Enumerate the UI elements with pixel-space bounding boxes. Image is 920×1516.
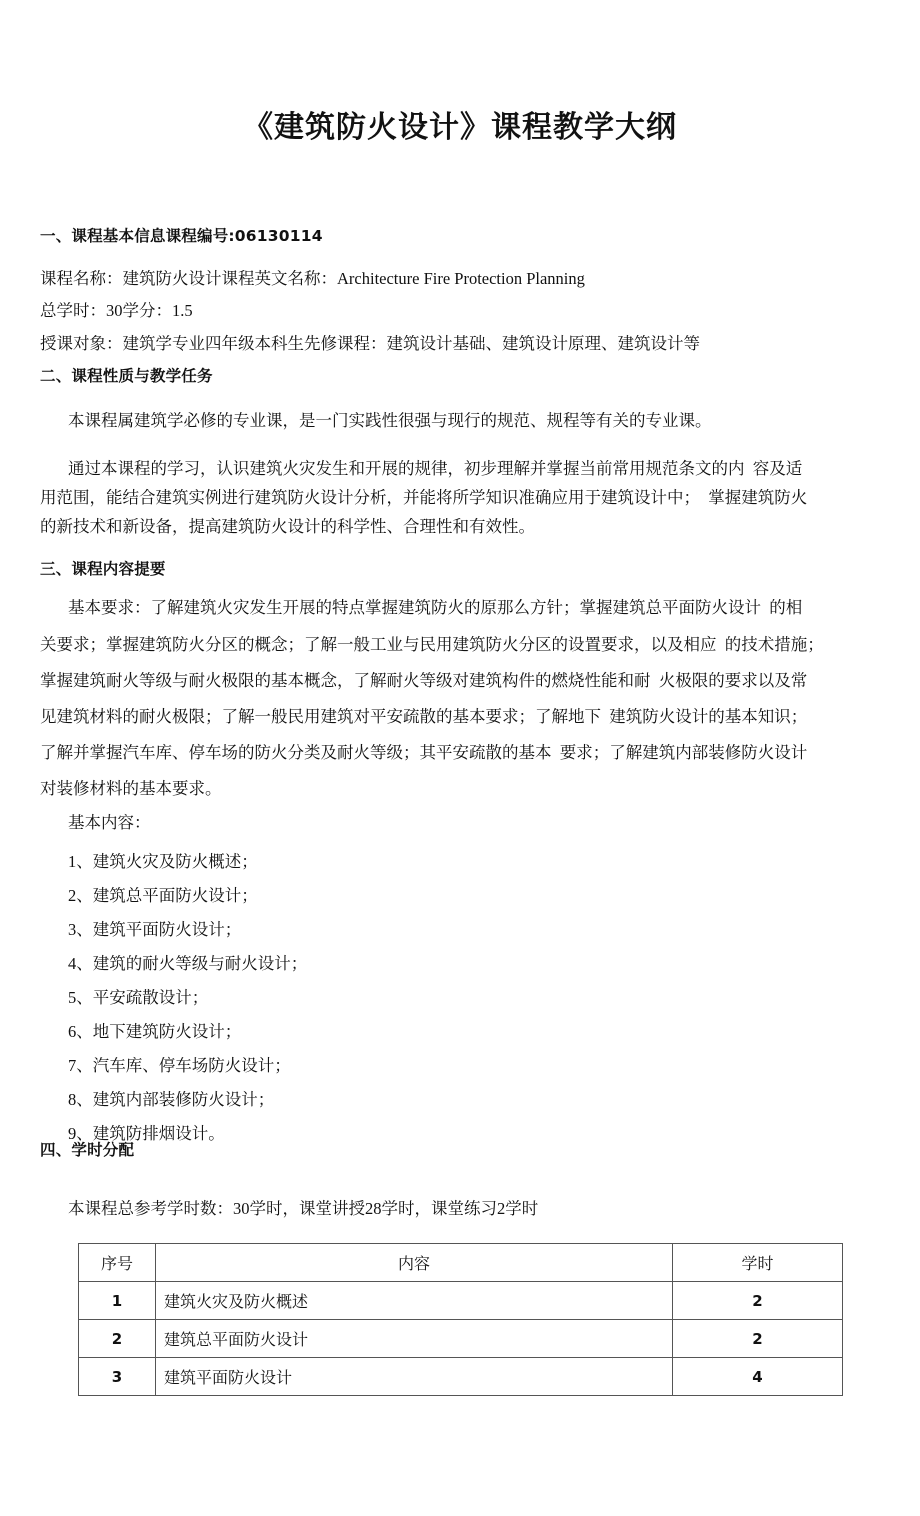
nature-paragraph-line-2: 通过本课程的学习，认识建筑火灾发生和开展的规律，初步理解并掌握当前常用规范条文的内 容及适 bbox=[68, 459, 803, 478]
content-list-item: 5、平安疏散设计； bbox=[68, 988, 209, 1007]
table-header-hours: 学时 bbox=[673, 1244, 843, 1282]
content-list-item: 8、建筑内部装修防火设计； bbox=[68, 1090, 275, 1109]
table-row bbox=[79, 1358, 843, 1396]
course-name-line: 课程名称：建筑防火设计课程英文名称：Architecture Fire Protection Planning bbox=[40, 269, 585, 288]
cell-content: 建筑总平面防火设计 bbox=[156, 1320, 673, 1358]
section-heading-hours-allocation: 四、学时分配 bbox=[40, 1141, 135, 1159]
section-heading-nature-task: 二、课程性质与教学任务 bbox=[40, 367, 213, 385]
cell-no: 3 bbox=[79, 1358, 156, 1396]
total-hours-credits-line: 总学时：30学分：1.5 bbox=[40, 301, 193, 320]
content-list-item: 2、建筑总平面防火设计； bbox=[68, 886, 258, 905]
content-list-item: 9、建筑防排烟设计。 bbox=[68, 1124, 225, 1143]
requirement-line-3: 掌握建筑耐火等级与耐火极限的基本概念，了解耐火等级对建筑构件的燃烧性能和耐 火极限的要求以及常 bbox=[40, 671, 808, 690]
audience-prerequisite-line: 授课对象：建筑学专业四年级本科生先修课程：建筑设计基础、建筑设计原理、建筑设计等 bbox=[40, 334, 700, 353]
cell-content: 建筑平面防火设计 bbox=[156, 1358, 673, 1396]
table-row bbox=[79, 1282, 843, 1320]
nature-paragraph-line-1: 本课程属建筑学必修的专业课，是一门实践性很强与现行的规范、规程等有关的专业课。 bbox=[68, 411, 712, 430]
requirement-line-5: 了解并掌握汽车库、停车场的防火分类及耐火等级；其平安疏散的基本 要求；了解建筑内部装修防火设计 bbox=[40, 743, 808, 762]
content-list-item: 4、建筑的耐火等级与耐火设计； bbox=[68, 954, 308, 973]
cell-no: 2 bbox=[79, 1320, 156, 1358]
cell-hours: 4 bbox=[673, 1358, 843, 1396]
nature-paragraph-line-4: 的新技术和新设备，提高建筑防火设计的科学性、合理性和有效性。 bbox=[40, 517, 535, 536]
section-heading-content-outline: 三、课程内容提要 bbox=[40, 560, 166, 578]
cell-content: 建筑火灾及防火概述 bbox=[156, 1282, 673, 1320]
section-heading-basic-info: 一、课程基本信息课程编号:06130114 bbox=[40, 227, 323, 245]
content-list-item: 1、建筑火灾及防火概述； bbox=[68, 852, 258, 871]
content-list-item: 3、建筑平面防火设计； bbox=[68, 920, 242, 939]
page-title: 《建筑防火设计》课程教学大纲 bbox=[243, 111, 677, 144]
basic-content-label: 基本内容： bbox=[68, 813, 151, 832]
table-row bbox=[79, 1320, 843, 1358]
table-header-row bbox=[79, 1244, 843, 1282]
table-header-content: 内容 bbox=[156, 1244, 673, 1282]
hours-allocation-table bbox=[78, 1243, 843, 1396]
cell-hours: 2 bbox=[673, 1282, 843, 1320]
cell-no: 1 bbox=[79, 1282, 156, 1320]
content-list-item: 7、汽车库、停车场防火设计； bbox=[68, 1056, 291, 1075]
cell-hours: 2 bbox=[673, 1320, 843, 1358]
requirement-line-4: 见建筑材料的耐火极限；了解一般民用建筑对平安疏散的基本要求；了解地下 建筑防火设计的基本知识； bbox=[40, 707, 808, 726]
requirement-line-2: 关要求；掌握建筑防火分区的概念；了解一般工业与民用建筑防火分区的设置要求，以及相应 的技术措施； bbox=[40, 635, 824, 654]
table-header-no: 序号 bbox=[79, 1244, 156, 1282]
content-list-item: 6、地下建筑防火设计； bbox=[68, 1022, 242, 1041]
requirement-line-1: 基本要求：了解建筑火灾发生开展的特点掌握建筑防火的原那么方针；掌握建筑总平面防火设计 的相 bbox=[68, 598, 803, 617]
nature-paragraph-line-3: 用范围，能结合建筑实例进行建筑防火设计分析，并能将所学知识准确应用于建筑设计中； 掌握建筑防火 bbox=[40, 488, 808, 507]
requirement-line-6: 对装修材料的基本要求。 bbox=[40, 779, 222, 798]
hours-summary-note: 本课程总参考学时数：30学时，课堂讲授28学时，课堂练习2学时 bbox=[68, 1199, 539, 1218]
